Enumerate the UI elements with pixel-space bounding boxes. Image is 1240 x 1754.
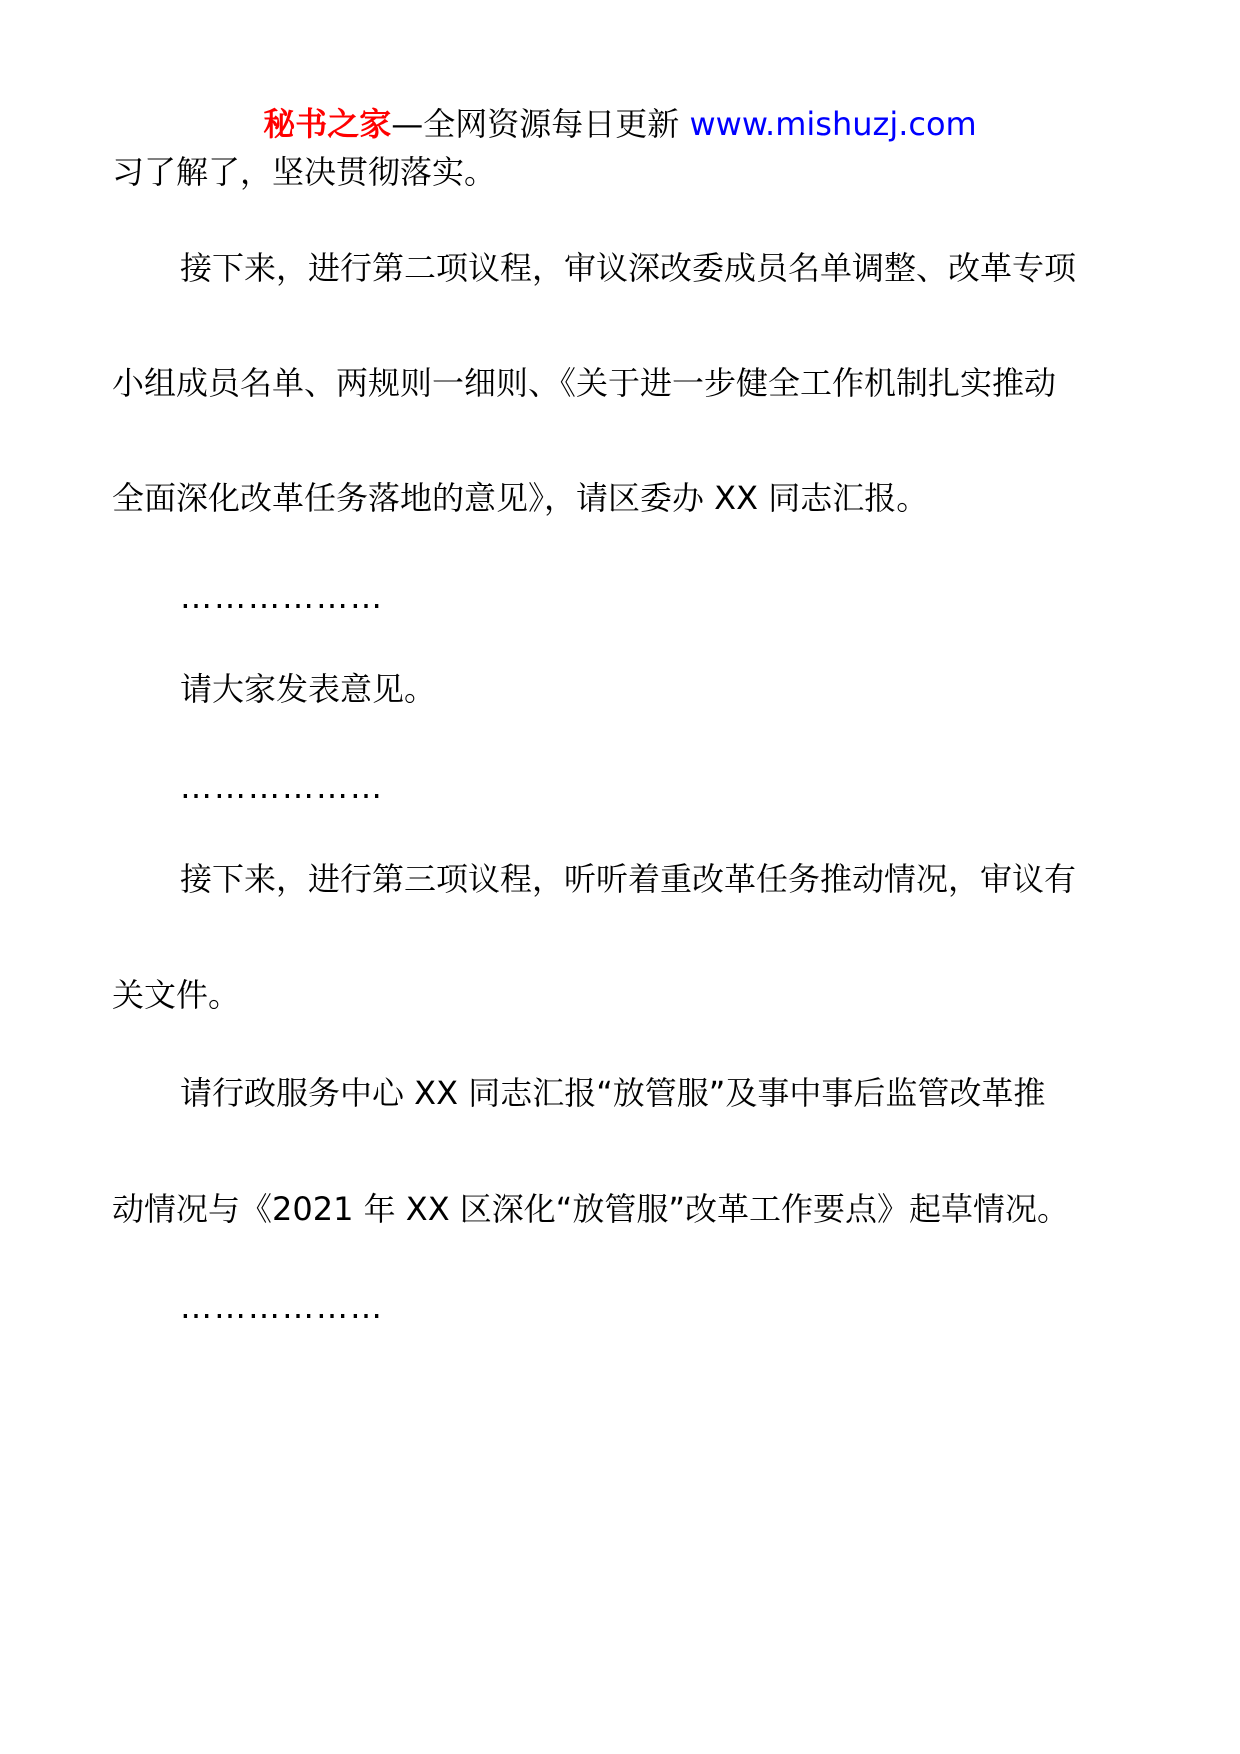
paragraph-line-3: 小组成员名单、两规则一细则、《关于进一步健全工作机制扎实推动: [112, 364, 1057, 402]
page-header: [0, 100, 1240, 148]
ellipsis-line-1: ………………: [180, 578, 384, 616]
paragraph-line-8: 请行政服务中心 XX 同志汇报“放管服”及事中事后监管改革推: [180, 1074, 1046, 1112]
paragraph-line-4: 全面深化改革任务落地的意见》，请区委办 XX 同志汇报。: [112, 479, 929, 517]
ellipsis-line-3: ………………: [180, 1288, 384, 1326]
paragraph-line-5: 请大家发表意见。: [180, 670, 437, 708]
header-tagline: —全网资源每日更新: [391, 105, 690, 143]
ellipsis-line-2: ………………: [180, 768, 384, 806]
paragraph-line-7: 关文件。: [112, 976, 241, 1014]
paragraph-line-1: 习了解了，坚决贯彻落实。: [112, 153, 497, 191]
brand-name: 秘书之家: [263, 105, 392, 143]
paragraph-line-2: 接下来，进行第二项议程，审议深改委成员名单调整、改革专项: [180, 249, 1077, 287]
paragraph-line-6: 接下来，进行第三项议程，听听着重改革任务推动情况，审议有: [180, 860, 1077, 898]
paragraph-line-9: 动情况与《2021 年 XX 区深化“放管服”改革工作要点》起草情况。: [112, 1190, 1069, 1228]
site-url-link[interactable]: www.mishuzj.com: [689, 105, 977, 143]
